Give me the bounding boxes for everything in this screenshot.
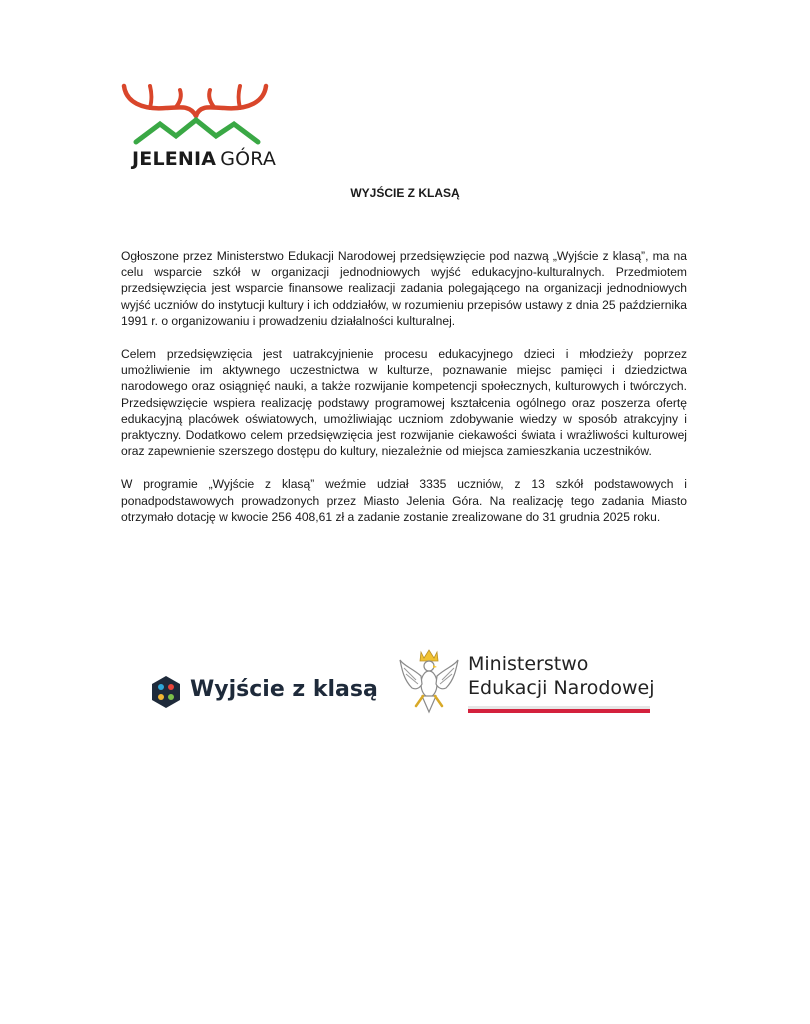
city-name-bold: JELENIA [132, 148, 217, 170]
ministry-name [468, 652, 655, 700]
ministry-logo [398, 646, 658, 722]
antler-icon [120, 78, 280, 148]
city-name-light: GÓRA [220, 148, 277, 170]
eagle-emblem-icon [398, 646, 460, 718]
paragraph-2: Celem przedsięwzięcia jest uatrakcyjnienie procesu edukacyjnego dzieci i młodzieży poprzez umożliwienie im aktywnego uczestnictwa w kulturze, poznawanie miejsc pamięci i dziedzictwa narodowego oraz osiągnięć nauki, a także rozwijanie kompetencji społecznych, kulturowych i twórczych. Przedsięwzięcie wspiera realizację podstawy programowej kształcenia ogólnego oraz poszerza ofertę edukacyjną placówek oświatowych, umożliwiając uczniom zdobywanie wiedzy w sposób atrakcyjny i praktyczny. Dodatkowo celem przedsięwzięcia jest rozwijanie ciekawości świata i wrażliwości kulturowej oraz zapewnienie szerszego dostępu do kultury, niezależnie od miejsca zamieszkania uczestników. [121, 347, 687, 459]
city-name [132, 148, 276, 170]
document-title: WYJŚCIE Z KLASĄ [350, 186, 460, 200]
document-body [121, 248, 687, 542]
program-name: Wyjście z klasą [190, 677, 378, 702]
ministry-name-line1: Ministerstwo [468, 653, 589, 675]
flag-bar [468, 706, 650, 714]
paragraph-1: Ogłoszone przez Ministerstwo Edukacji Narodowej przedsięwzięcie pod nazwą „Wyjście z klasą”, ma na celu wsparcie szkół w organizacji jednodniowych wyjść edukacyjno-kulturalnych. Przedmiotem przedsięwzięcia jest wsparcie finansowe realizacji zadania polegającego na organizacji jednodniowych wyjść uczniów do instytucji kultury i ich oddziałów, w rozumieniu przepisów ustawy z dnia 25 października 1991 r. o organizowaniu i prowadzeniu działalności kulturalnej. [121, 249, 687, 328]
flag-bar-red [468, 709, 650, 713]
jelenia-gora-logo [120, 78, 280, 174]
mountain-icon [136, 120, 258, 142]
wyjscie-z-klasa-logo [150, 673, 378, 713]
cube-logo-icon [150, 675, 182, 709]
ministry-name-line2: Edukacji Narodowej [468, 677, 655, 699]
paragraph-3: W programie „Wyjście z klasą” weźmie udział 3335 uczniów, z 13 szkół podstawowych i ponadpodstawowych prowadzonych przez Miasto Jelenia Góra. Na realizację tego zadania Miasto otrzymało dotację w kwocie 256 408,61 zł a zadanie zostanie zrealizowane do 31 grudnia 2025 roku. [121, 477, 687, 524]
